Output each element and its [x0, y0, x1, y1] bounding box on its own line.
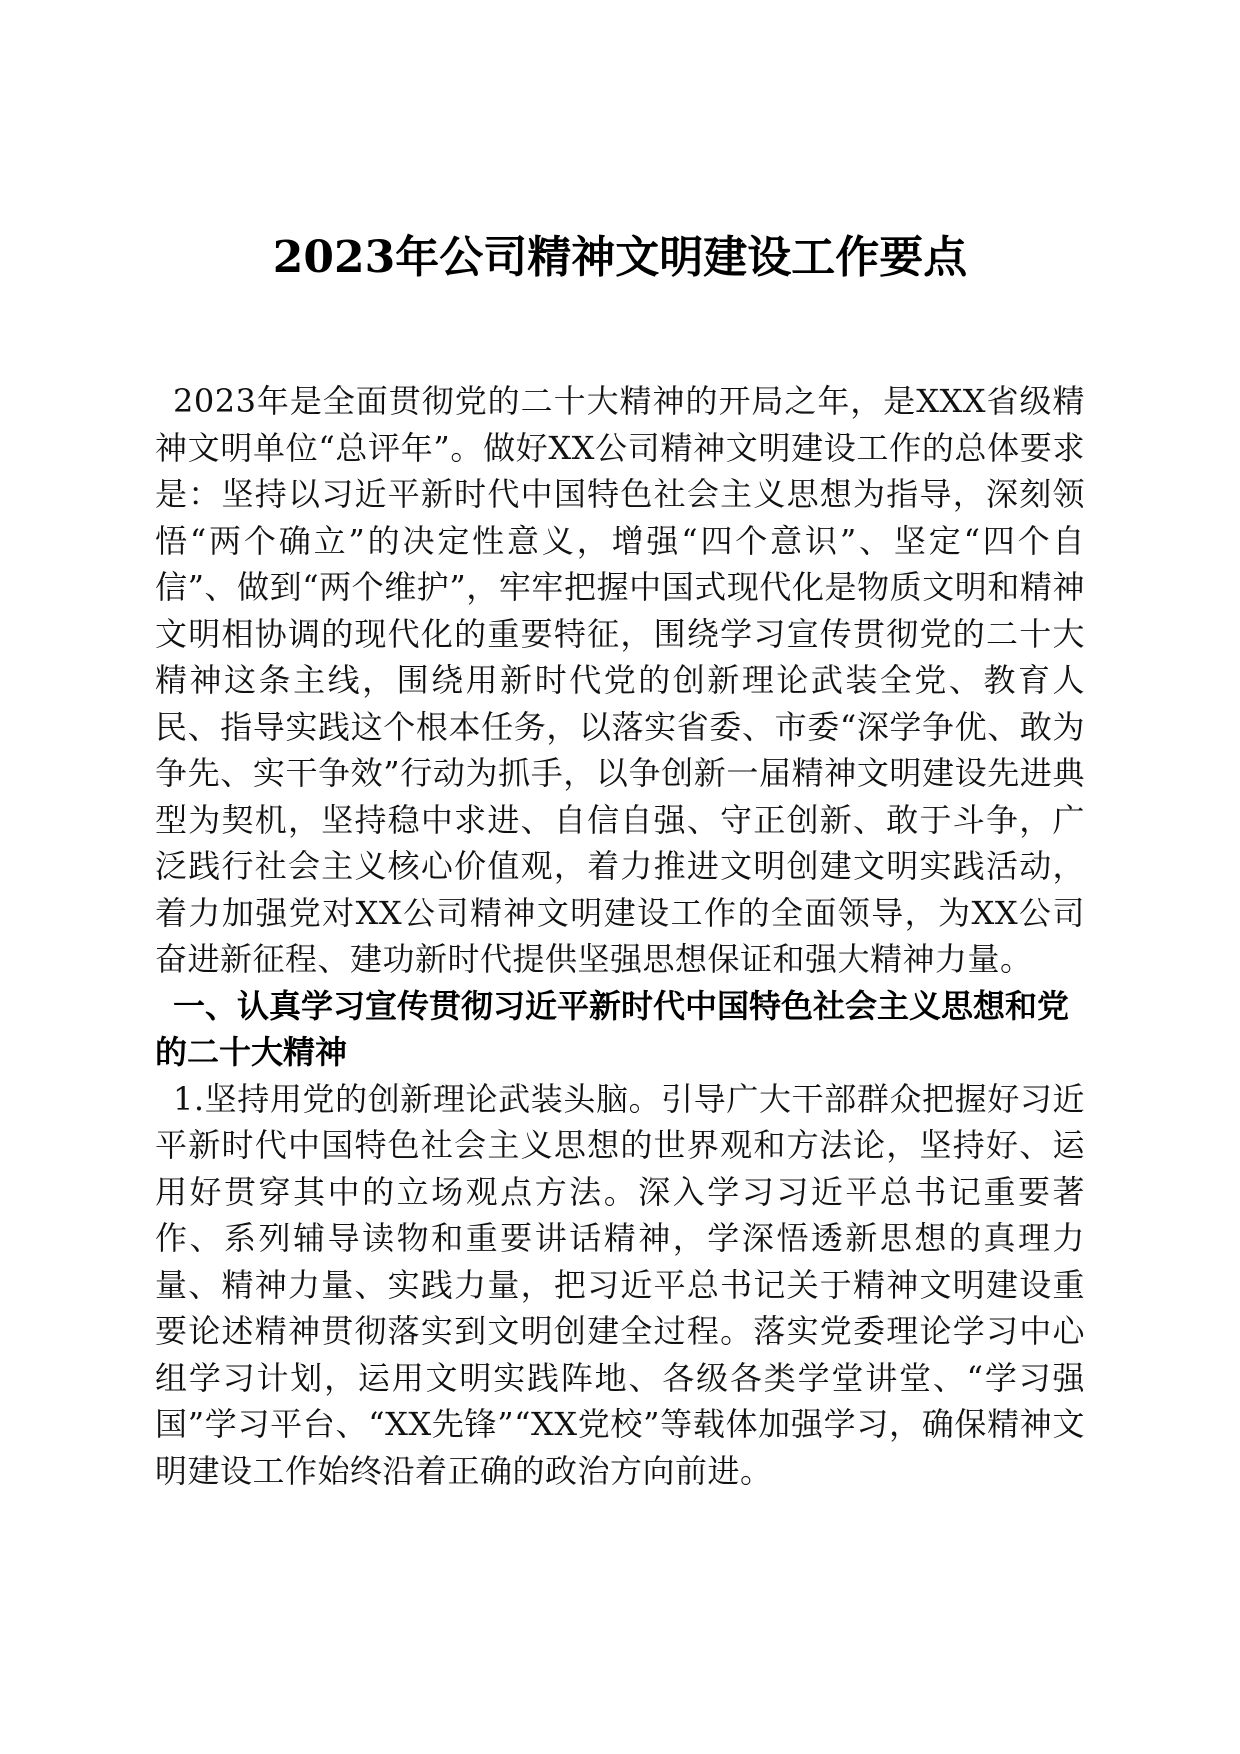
intro-paragraph: 2023年是全面贯彻党的二十大精神的开局之年，是XXX省级精神文明单位“总评年”。做好XX公司精神文明建设工作的总体要求是：坚持以习近平新时代中国特色社会主义思想为指导，深刻领悟“两个确立”的决定性意义，增强“四个意识”、坚定“四个自信”、做到“两个维护”，牢牢把握中国式现代化是物质文明和精神文明相协调的现代化的重要特征，围绕学习宣传贯彻党的二十大精神这条主线，围绕用新时代党的创新理论武装全党、教育人民、指导实践这个根本任务，以落实省委、市委“深学争优、敢为争先、实干争效”行动为抓手，以争创新一届精神文明建设先进典型为契机，坚持稳中求进、自信自强、守正创新、敢于斗争，广泛践行社会主义核心价值观，着力推进文明创建文明实践活动，着力加强党对XX公司精神文明建设工作的全面领导，为XX公司奋进新征程、建功新时代提供坚强思想保证和强大精神力量。	[155, 382, 1085, 978]
section-heading: 一、认真学习宣传贯彻习近平新时代中国特色社会主义思想和党的二十大精神	[155, 986, 1070, 1071]
section-item-paragraph: 1.坚持用党的创新理论武装头脑。引导广大干部群众把握好习近平新时代中国特色社会主义思想的世界观和方法论，坚持好、运用好贯穿其中的立场观点方法。深入学习习近平总书记重要著作、系列辅导读物和重要讲话精神，学深悟透新思想的真理力量、精神力量、实践力量，把习近平总书记关于精神文明建设重要论述精神贯彻落实到文明创建全过程。落实党委理论学习中心组学习计划，运用文明实践阵地、各级各类学堂讲堂、“学习强国”学习平台、“XX先锋”“XX党校”等载体加强学习，确保精神文明建设工作始终沿着正确的政治方向前进。	[155, 1079, 1085, 1490]
document-title: 2023年公司精神文明建设工作要点	[272, 232, 968, 283]
document-body	[155, 378, 1085, 1494]
